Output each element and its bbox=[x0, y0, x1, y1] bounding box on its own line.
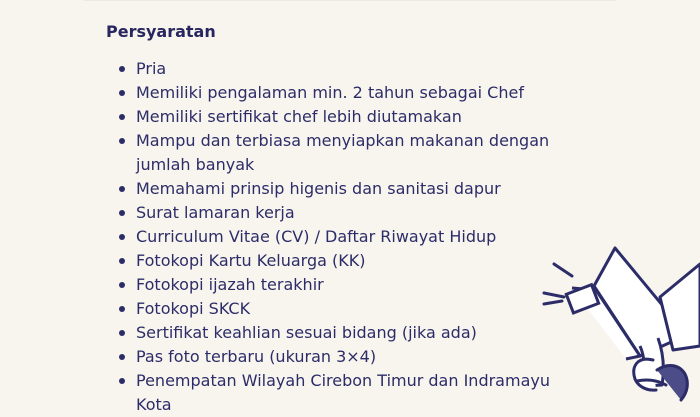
bullet-icon bbox=[119, 90, 125, 96]
list-item bbox=[119, 105, 589, 129]
list-item bbox=[119, 81, 589, 105]
megaphone-icon bbox=[536, 234, 700, 400]
list-item bbox=[119, 177, 589, 201]
list-item-text: Mampu dan terbiasa menyiapkan makanan dengan jumlah banyak bbox=[136, 131, 550, 174]
list-item-text: Fotokopi Kartu Keluarga (KK) bbox=[136, 251, 366, 270]
bullet-icon bbox=[119, 210, 125, 216]
list-item bbox=[119, 129, 589, 177]
list-item-text: Fotokopi ijazah terakhir bbox=[136, 275, 324, 294]
bullet-icon bbox=[119, 258, 125, 264]
bullet-icon bbox=[119, 282, 125, 288]
top-divider bbox=[84, 0, 616, 1]
list-item-text: Sertifikat keahlian sesuai bidang (jika ada) bbox=[136, 323, 477, 342]
list-item bbox=[119, 321, 589, 345]
list-item bbox=[119, 249, 589, 273]
list-item bbox=[119, 273, 589, 297]
section-heading: Persyaratan bbox=[106, 22, 216, 41]
bullet-icon bbox=[119, 186, 125, 192]
list-item-text: Memiliki pengalaman min. 2 tahun sebagai Chef bbox=[136, 83, 524, 102]
bullet-icon bbox=[119, 330, 125, 336]
bullet-icon bbox=[119, 234, 125, 240]
bullet-icon bbox=[119, 306, 125, 312]
list-item bbox=[119, 225, 589, 249]
list-item bbox=[119, 297, 589, 321]
bullet-icon bbox=[119, 378, 125, 384]
list-item bbox=[119, 345, 589, 369]
list-item-text: Pria bbox=[136, 59, 167, 78]
bullet-icon bbox=[119, 354, 125, 360]
requirements-list bbox=[119, 57, 589, 417]
list-item-text: Memiliki sertifikat chef lebih diutamakan bbox=[136, 107, 462, 126]
list-item bbox=[119, 369, 589, 417]
list-item-text: Penempatan Wilayah Cirebon Timur dan Indramayu Kota bbox=[136, 371, 550, 414]
list-item-text: Fotokopi SKCK bbox=[136, 299, 251, 318]
list-item bbox=[119, 57, 589, 81]
list-item-text: Memahami prinsip higenis dan sanitasi dapur bbox=[136, 179, 501, 198]
bullet-icon bbox=[119, 66, 125, 72]
list-item-text: Surat lamaran kerja bbox=[136, 203, 295, 222]
list-item bbox=[119, 201, 589, 225]
list-item-text: Pas foto terbaru (ukuran 3×4) bbox=[136, 347, 377, 366]
bullet-icon bbox=[119, 114, 125, 120]
list-item-text: Curriculum Vitae (CV) / Daftar Riwayat Hidup bbox=[136, 227, 497, 246]
bullet-icon bbox=[119, 138, 125, 144]
